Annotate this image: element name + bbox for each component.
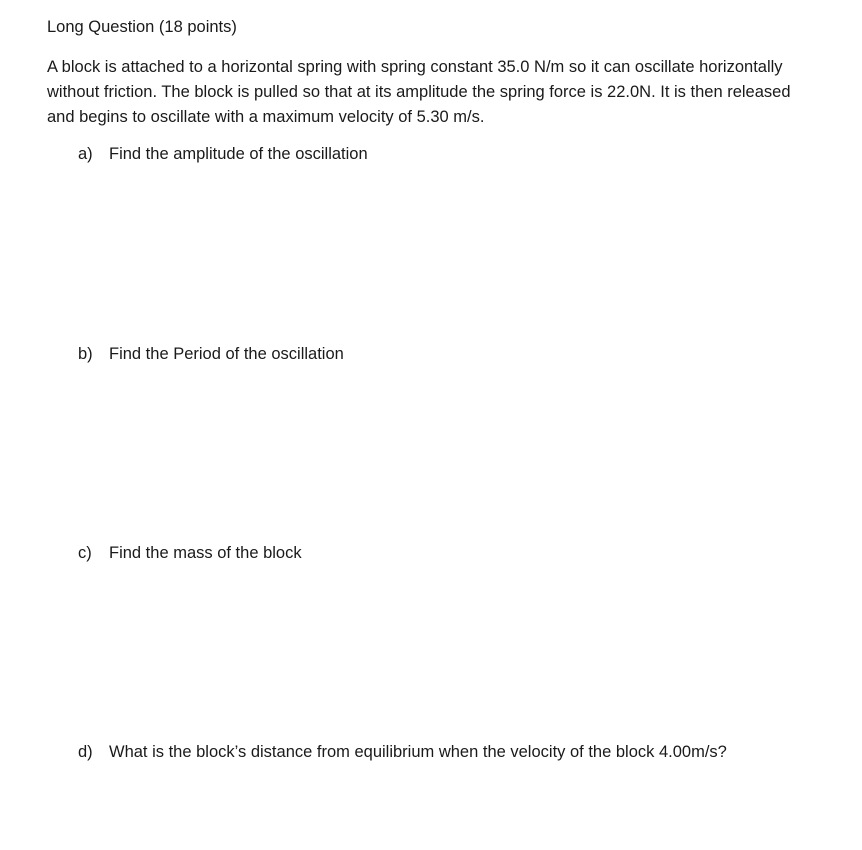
part-label: c): [78, 544, 92, 562]
part-label: a): [78, 145, 93, 163]
problem-statement: [47, 55, 857, 130]
part-text: Find the Period of the oscillation: [109, 345, 344, 363]
part-text: What is the block’s distance from equilibrium when the velocity of the block 4.00m/s?: [109, 743, 727, 761]
part-label: b): [78, 345, 93, 363]
part-d: [78, 741, 727, 763]
part-b: [78, 343, 344, 365]
problem-statement-line: without friction. The block is pulled so that at its amplitude the spring force is 22.0N. It is then released: [47, 83, 791, 101]
part-label: d): [78, 743, 93, 761]
part-text: Find the amplitude of the oscillation: [109, 145, 368, 163]
problem-statement-line: and begins to oscillate with a maximum velocity of 5.30 m/s.: [47, 108, 485, 126]
part-a: [78, 143, 368, 165]
question-heading: Long Question (18 points): [47, 18, 237, 36]
part-c: [78, 542, 302, 564]
part-text: Find the mass of the block: [109, 544, 302, 562]
problem-statement-line: A block is attached to a horizontal spring with spring constant 35.0 N/m so it can oscillate horizontally: [47, 58, 783, 76]
